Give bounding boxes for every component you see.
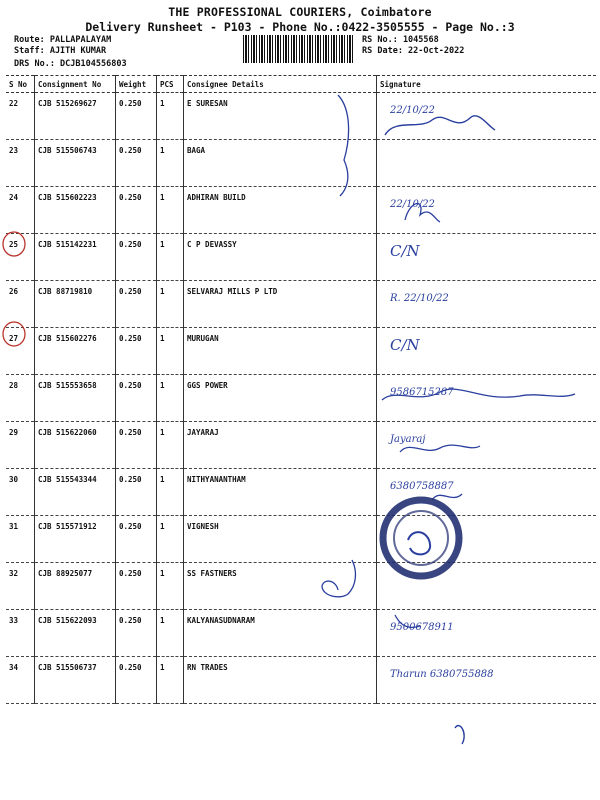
row-consignment-no: CJB 515571912	[35, 516, 116, 563]
row-consignment-no: CJB 515142231	[35, 234, 116, 281]
row-sno: 29	[6, 422, 35, 469]
row-signature	[377, 93, 597, 140]
row-pcs: 1	[157, 328, 184, 375]
table-header-row	[6, 76, 596, 93]
row-pcs: 1	[157, 375, 184, 422]
col-header-pcs: PCS	[157, 76, 184, 93]
row-consignee: E SURESAN	[184, 93, 377, 140]
row-sno: 23	[6, 140, 35, 187]
drs-number: DRS No.: DCJB104556803	[14, 59, 127, 69]
row-signature	[377, 140, 597, 187]
table-row	[6, 516, 596, 563]
row-weight: 0.250	[116, 187, 157, 234]
row-consignee: C P DEVASSY	[184, 234, 377, 281]
table-row	[6, 234, 596, 281]
signature-text: 9500678911	[390, 622, 454, 633]
row-pcs: 1	[157, 657, 184, 704]
col-header-consignment: Consignment No	[35, 76, 116, 93]
row-consignee: ADHIRAN BUILD	[184, 187, 377, 234]
document-title: THE PROFESSIONAL COURIERS, Coimbatore	[168, 5, 432, 19]
row-consignee: JAYARAJ	[184, 422, 377, 469]
row-weight: 0.250	[116, 281, 157, 328]
runsheet-table	[6, 75, 596, 704]
row-sno: 32	[6, 563, 35, 610]
row-sno: 33	[6, 610, 35, 657]
row-weight: 0.250	[116, 610, 157, 657]
row-consignment-no: CJB 515622093	[35, 610, 116, 657]
row-pcs: 1	[157, 140, 184, 187]
row-pcs: 1	[157, 422, 184, 469]
row-pcs: 1	[157, 187, 184, 234]
signature-text: C/N	[390, 336, 420, 354]
row-sno: 26	[6, 281, 35, 328]
signature-text: R. 22/10/22	[390, 293, 449, 304]
row-weight: 0.250	[116, 516, 157, 563]
row-signature	[377, 234, 597, 281]
row-consignee: NITHYANANTHAM	[184, 469, 377, 516]
col-header-sno: S No	[6, 76, 35, 93]
row-sno: 24	[6, 187, 35, 234]
rs-number: RS No.: 1045568	[362, 35, 439, 45]
row-consignee: KALYANASUDNARAM	[184, 610, 377, 657]
row-consignee: SS FASTNERS	[184, 563, 377, 610]
table-row	[6, 140, 596, 187]
row-consignee: SELVARAJ MILLS P LTD	[184, 281, 377, 328]
row-weight: 0.250	[116, 93, 157, 140]
table-row	[6, 610, 596, 657]
row-sno: 31	[6, 516, 35, 563]
row-sno: 25	[6, 234, 35, 281]
row-weight: 0.250	[116, 328, 157, 375]
row-consignment-no: CJB 515543344	[35, 469, 116, 516]
row-signature	[377, 328, 597, 375]
row-consignee: RN TRADES	[184, 657, 377, 704]
row-signature	[377, 610, 597, 657]
row-weight: 0.250	[116, 375, 157, 422]
col-header-weight: Weight	[116, 76, 157, 93]
signature-text: C/N	[390, 242, 420, 260]
row-consignee: BAGA	[184, 140, 377, 187]
row-pcs: 1	[157, 281, 184, 328]
signature-text: Tharun 6380755888	[390, 669, 494, 680]
row-signature	[377, 187, 597, 234]
row-consignment-no: CJB 515506743	[35, 140, 116, 187]
document-subtitle: Delivery Runsheet - P103 - Phone No.:0422-3505555 - Page No.:3	[85, 20, 515, 34]
row-sno: 22	[6, 93, 35, 140]
row-consignment-no: CJB 515553658	[35, 375, 116, 422]
row-consignment-no: CJB 515602223	[35, 187, 116, 234]
row-signature	[377, 375, 597, 422]
signature-text: 22/10/22	[390, 199, 435, 210]
row-pcs: 1	[157, 516, 184, 563]
row-pcs: 1	[157, 469, 184, 516]
table-row	[6, 93, 596, 140]
row-weight: 0.250	[116, 422, 157, 469]
table-row	[6, 375, 596, 422]
route-label: Route: PALLAPALAYAM	[14, 35, 112, 45]
row-consignee: VIGNESH	[184, 516, 377, 563]
row-consignment-no: CJB 515269627	[35, 93, 116, 140]
row-signature	[377, 281, 597, 328]
row-signature	[377, 657, 597, 704]
row-pcs: 1	[157, 93, 184, 140]
row-weight: 0.250	[116, 469, 157, 516]
col-header-consignee: Consignee Details	[184, 76, 377, 93]
row-consignment-no: CJB 515622060	[35, 422, 116, 469]
signature-text: 9586715287	[390, 387, 454, 398]
table-row	[6, 187, 596, 234]
row-consignment-no: CJB 515506737	[35, 657, 116, 704]
row-pcs: 1	[157, 610, 184, 657]
row-consignee: MURUGAN	[184, 328, 377, 375]
row-consignee: GGS POWER	[184, 375, 377, 422]
row-consignment-no: CJB 88925077	[35, 563, 116, 610]
row-sno: 30	[6, 469, 35, 516]
row-weight: 0.250	[116, 234, 157, 281]
table-row	[6, 469, 596, 516]
row-signature	[377, 563, 597, 610]
table-row	[6, 281, 596, 328]
row-signature	[377, 469, 597, 516]
row-consignment-no: CJB 88719810	[35, 281, 116, 328]
row-sno: 27	[6, 328, 35, 375]
signature-text: Jayaraj	[390, 434, 426, 445]
pen-mark	[455, 726, 464, 744]
signature-text: 22/10/22	[390, 105, 435, 116]
row-signature	[377, 516, 597, 563]
rs-date: RS Date: 22-Oct-2022	[362, 46, 465, 56]
signature-text: 6380758887	[390, 481, 454, 492]
row-pcs: 1	[157, 563, 184, 610]
table-row	[6, 422, 596, 469]
row-sno: 34	[6, 657, 35, 704]
row-sno: 28	[6, 375, 35, 422]
row-weight: 0.250	[116, 140, 157, 187]
staff-label: Staff: AJITH KUMAR	[14, 46, 107, 56]
row-signature	[377, 422, 597, 469]
row-weight: 0.250	[116, 657, 157, 704]
table-row	[6, 328, 596, 375]
row-consignment-no: CJB 515602276	[35, 328, 116, 375]
table-body	[6, 93, 596, 704]
col-header-signature: Signature	[377, 76, 597, 93]
barcode	[243, 35, 353, 63]
table-row	[6, 563, 596, 610]
row-pcs: 1	[157, 234, 184, 281]
table-row	[6, 657, 596, 704]
row-weight: 0.250	[116, 563, 157, 610]
